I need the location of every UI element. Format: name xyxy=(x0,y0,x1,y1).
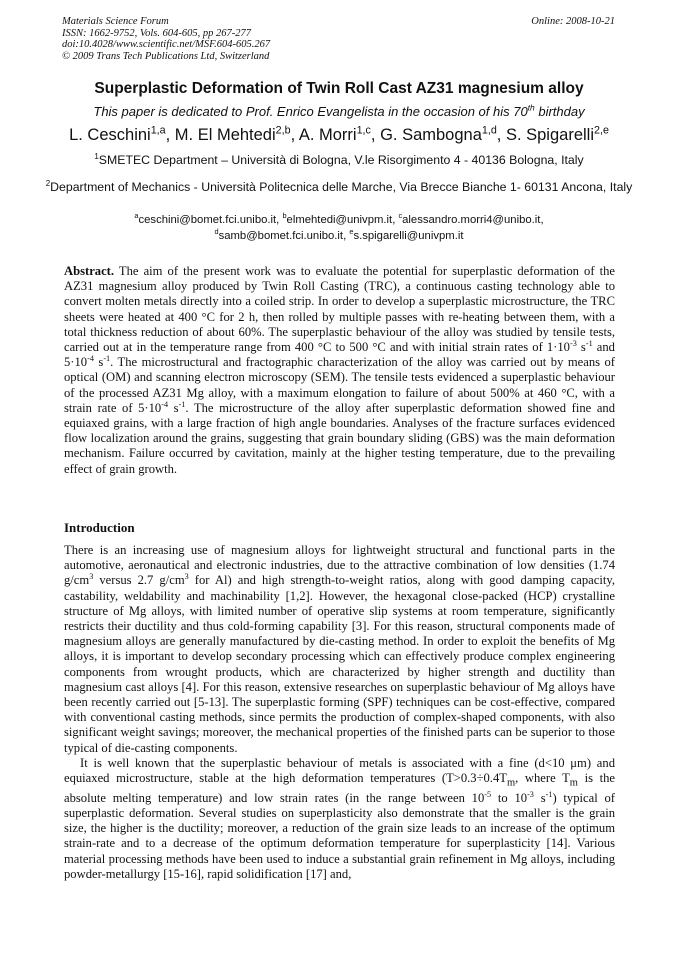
author-list xyxy=(0,126,678,145)
abstract-text: . The microstructure of the alloy after superplastic deformation showed fine and equiaxed grains, with a large fraction of high angle boundaries. Analyses of the fracture surfaces evidenced flow localization around the grains, suggesting that grain boundary sliding (GBS) was the main deformation mechanism. Failure occurred by cavitation, mainly at the higher testing temperature, due to the prevailing effect of grain growth. xyxy=(64,400,615,476)
doi-line: doi:10.4028/www.scientific.net/MSF.604-605.267 xyxy=(62,39,271,50)
journal-header xyxy=(62,16,615,62)
paragraph-text: is the absolute melting temperature) and low strain rates (in the range between 10 xyxy=(64,771,615,805)
dedication-sup: th xyxy=(527,102,535,113)
issn-line: ISSN: 1662-9752, Vols. 604-605, pp 267-277 xyxy=(62,27,251,39)
subscript: m xyxy=(506,777,516,789)
exponent: 3 xyxy=(89,572,94,582)
abstract-text: The aim of the present work was to evaluate the potential for superplastic deformation of the AZ31 magnesium alloy produced by Twin Roll Casting (TRC), a continuous casting technology able to convert molten metals directly into a coiled strip. In order to develop a superplastic microstructure, the TRC sheets were heated at 400 °C for 2 h, then rolled by multiple passes with re-heating between them, with a total thickness reduction of about 60%. The superplastic behaviour of the alloy was studied by tensile tests, carried out at in the temperature range from 400 °C to 500 °C and with initial strain rates of 1·10 xyxy=(64,264,615,355)
exponent: -1 xyxy=(178,399,186,409)
author-name: A. Morri xyxy=(298,126,357,144)
email-list: $^a$ceschini@bomet.fci.unibo.it, $^b$elmehtedi@univpm.it, $^c$alessandro.morri4@unibo.it, $^d$samb@bomet.fci.unibo.it, $^e$s.spigarelli@univpm.it xyxy=(134,211,544,242)
email-b: elmehtedi@univpm.it xyxy=(286,214,393,226)
author-affil: 2,b xyxy=(275,124,291,137)
paragraph-text: versus 2.7 g/cm xyxy=(93,573,185,588)
paper-title: Superplastic Deformation of Twin Roll Cast AZ31 magnesium alloy xyxy=(94,80,584,97)
copyright-line: © 2009 Trans Tech Publications Ltd, Switzerland xyxy=(62,50,270,62)
paragraph-text: ) typical of superplastic deformation. Several studies on superplasticity also demonstrate that the smaller is the grain size, the higher is the ductility; moreover, a reduction of the grain size leads to an increase of the optimum strain-rate and to a decrease of the optimum deformation temperature for superplasticity [14]. Various material processing methods have been used to induce a substantial grain refinement in Mg alloys, including powder-metallurgy [15-16], rapid solidification [17] and, xyxy=(64,790,615,881)
exponent: -3 xyxy=(569,338,577,348)
author-affil: 2,e xyxy=(594,124,609,137)
email-marker: a xyxy=(134,211,139,221)
exponent: -5 xyxy=(484,789,492,799)
author-affil: 1,c xyxy=(356,124,371,137)
section-heading-introduction: Introduction xyxy=(64,520,135,535)
dedication-end: birthday xyxy=(534,104,585,119)
affiliation-1 xyxy=(40,152,638,168)
abstract xyxy=(64,264,615,477)
exponent: -4 xyxy=(161,399,169,409)
abstract-text: . The microstructural and fractographic characterization of the alloy was carried out by means of optical (OM) and scanning electron microscopy (SEM). The tensile tests evidenced a superplastic behaviour of the processed AZ31 Mg alloy, with a maximum elongation to failure of about 500% at 460 °C, with a strain rate of 5·10 xyxy=(64,355,615,415)
email-c: alessandro.morri4@unibo.it xyxy=(402,214,541,226)
email-e: s.spigarelli@univpm.it xyxy=(353,229,464,242)
affiliation-2 xyxy=(40,179,638,195)
abstract-text: s xyxy=(93,355,104,370)
dedication-text: This paper is dedicated to Prof. Enrico Evangelista in the occasion of his 70 xyxy=(93,104,528,119)
exponent: -1 xyxy=(585,338,593,348)
author-name: L. Ceschini xyxy=(69,126,151,144)
email-a: ceschini@bomet.fci.unibo.it xyxy=(138,214,277,226)
author-sep: , xyxy=(290,126,299,144)
paragraph-text: There is an increasing use of magnesium alloys for lightweight structural and functional parts in the automotive, aeronautical and electronic industries, due to the attractive combination of low densities (1.74 g/cm xyxy=(64,543,615,588)
paragraph-text: , where T xyxy=(515,771,570,786)
exponent: -4 xyxy=(87,354,94,364)
abstract-text: and 5·10 xyxy=(64,340,615,370)
exponent: 3 xyxy=(184,572,189,582)
affiliation-text: Department of Mechanics - Università Politecnica delle Marche, Via Brecce Bianche 1- 60131 Ancona, Italy xyxy=(50,180,633,194)
exponent: -3 xyxy=(527,789,534,799)
author-name: S. Spigarelli xyxy=(505,126,594,144)
affiliation-text: SMETEC Department – Università di Bologna, V.le Risorgimento 4 - 40136 Bologna, Italy xyxy=(98,153,584,167)
author-affil: 1,d xyxy=(481,124,497,137)
abstract-text: s xyxy=(576,340,586,355)
author-name: M. El Mehtedi xyxy=(174,126,276,144)
online-date: Online: 2008-10-21 xyxy=(531,16,615,27)
exponent: -1 xyxy=(103,354,111,364)
affiliation-number: 1 xyxy=(94,151,99,161)
email-d: samb@bomet.fci.unibo.it xyxy=(218,229,344,242)
abstract-text: s xyxy=(168,400,179,415)
email-marker: e xyxy=(349,226,354,236)
dedication xyxy=(0,104,678,119)
affiliation-number: 2 xyxy=(45,178,51,188)
journal-name: Materials Science Forum xyxy=(62,16,169,27)
abstract-label: Abstract. xyxy=(64,264,115,278)
paragraph xyxy=(64,543,615,756)
author-affil: 1,a xyxy=(150,124,166,137)
author-sep: , xyxy=(165,126,175,144)
paragraph-text: to 10 xyxy=(491,790,528,805)
paragraph-text: s xyxy=(533,790,546,805)
author-sep: , xyxy=(496,126,506,144)
paragraph-text: It is well known that the superplastic behaviour of metals is associated with a fine (d<10 μm) and equiaxed microstructure, stable at the high deformation temperatures (T>0.3÷0.4T xyxy=(64,755,615,786)
email-marker: b xyxy=(282,211,287,221)
author-name: G. Sambogna xyxy=(380,126,482,144)
email-marker: c xyxy=(398,211,403,221)
author-sep: , xyxy=(370,126,381,144)
exponent: -1 xyxy=(545,789,553,799)
introduction-body xyxy=(64,543,615,882)
paragraph xyxy=(64,756,615,882)
paragraph-text: for Al) and high strength-to-weight ratios, along with good damping capacity, castability, weldability and machinability [1,2]. However, the hexagonal close-packed (HCP) crystalline structure of Mg alloys, with limited number of operative slip systems at room temperature, significantly restricts their ductility and thus cold-forming capability [3]. For this reason, structural components made of magnesium alloys are generally manufactured by die-casting method. In order to exploit the benefits of Mg alloys, it is important to develop secondary processing which can effectively produce complex engineering components from wrought products, which are characterized by higher strength and ductility than magnesium cast alloys [4]. For this reason, extensive researches on superplastic behaviour of Mg alloys have been recently carried out [5-13]. The superplastic forming (SPF) techniques can be cost-effective, compared with conventional casting methods, since permits the production of complex-shaped components, with also significant weight savings; moreover, the mechanical properties of the finished parts can be superior to those typical of die-casting components. xyxy=(64,573,615,755)
subscript: m xyxy=(569,777,578,789)
email-marker: d xyxy=(214,226,219,236)
